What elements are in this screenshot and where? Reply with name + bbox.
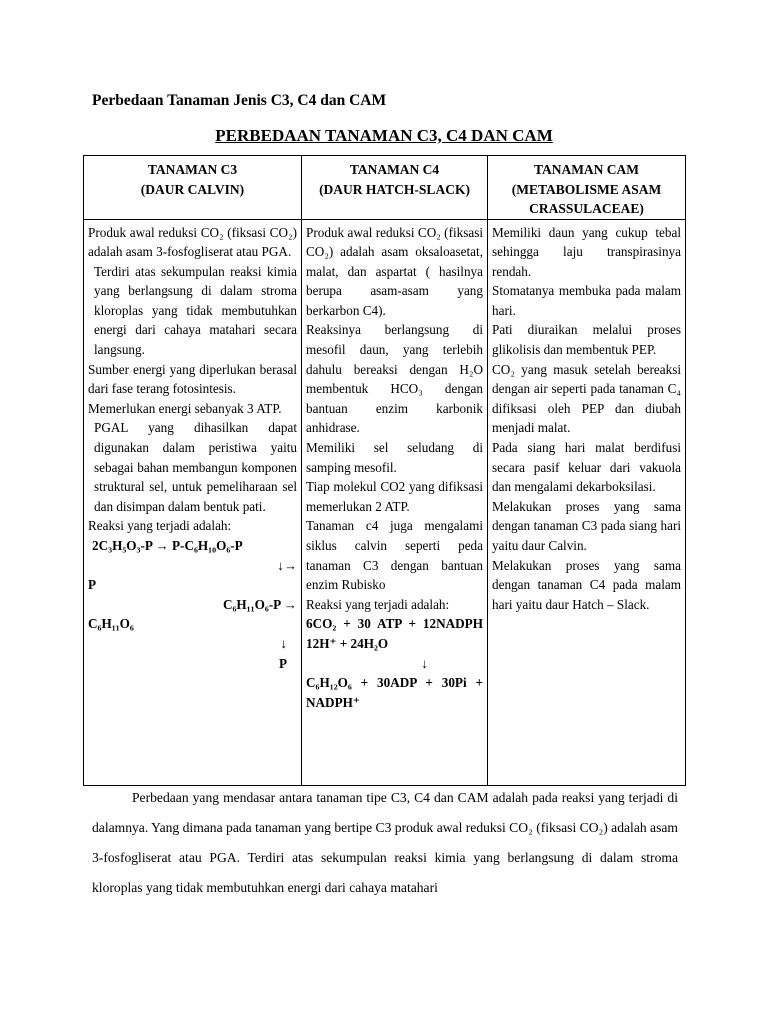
header-c4 xyxy=(302,156,488,220)
c4-point-1: Produk awal reduksi CO₂ (fiksasi CO₂) adalah asam oksaloasetat, malat, dan aspartat ( hasilnya berupa asam-asam yang berkarbon C4). xyxy=(306,224,483,318)
header-cam xyxy=(488,156,686,220)
cell-cam xyxy=(488,219,686,785)
cell-c4 xyxy=(302,219,488,785)
cell-c3 xyxy=(84,219,302,785)
document-title: Perbedaan Tanaman Jenis C3, C4 dan CAM xyxy=(92,92,387,109)
body-paragraph-text: Perbedaan yang mendasar antara tanaman tipe C3, C4 dan CAM adalah pada reaksi yang terjadi di dalamnya. Yang dimana pada tanaman yang bertipe C3 produk awal reduksi CO₂ (fiksasi CO₂) adalah asam 3-fosfogliserat atau PGA. Terdiri atas sekumpulan reaksi kimia yang berlangsung di dalam stroma kloroplas yang tidak membutuhkan energi dari cahaya matahari xyxy=(92,790,678,895)
header-c4-line1: TANAMAN C4 xyxy=(349,162,440,177)
cam-point-6: Melakukan proses yang sama dengan tanaman C3 pada siang hari yaitu daur Calvin. xyxy=(492,498,681,553)
c3-reaction-line-6: ↓ xyxy=(280,635,287,651)
c3-reaction-label: Reaksi yang terjadi adalah: xyxy=(88,518,232,534)
c4-point-4: Tiap molekul CO2 yang difiksasi memerlukan 2 ATP. xyxy=(306,479,483,514)
c4-point-2: Reaksinya berlangsung di mesofil daun, yang terlebih dahulu bereaksi dengan H₂O membentuk HCO₃ dengan bantuan enzim karbonik anhidrase. xyxy=(306,322,483,436)
cam-point-5: Pada siang hari malat berdifusi secara pasif keluar dari vakuola dan mengalami dekarboksilasi. xyxy=(492,440,681,495)
header-c3-line2: (DAUR CALVIN) xyxy=(140,181,245,197)
c4-point-3: Memiliki sel seludang di samping mesofil. xyxy=(306,440,483,475)
header-c3 xyxy=(84,156,302,220)
cam-point-2: Stomatanya membuka pada malam hari. xyxy=(492,283,681,318)
header-cam-line2: (METABOLISME ASAM CRASSULACEAE) xyxy=(511,181,662,216)
c4-reaction-label: Reaksi yang terjadi adalah: xyxy=(306,596,450,612)
c3-reaction-line-2: ↓→ xyxy=(277,557,297,573)
comparison-table xyxy=(83,155,686,786)
header-c3-line1: TANAMAN C3 xyxy=(147,162,238,177)
c3-point-4: Memerlukan energi sebanyak 3 ATP. xyxy=(88,400,282,416)
c3-point-5: PGAL yang dihasilkan dapat digunakan dalam peristiwa yaitu sebagai bahan membangun komponen struktural sel, untuk pemeliharaan sel dan disimpan dalam bentuk pati. xyxy=(94,420,297,514)
table-body-row xyxy=(84,219,686,785)
c3-reaction-line-4: C₆H₁₁O₆-P → xyxy=(222,596,297,612)
cam-point-7: Melakukan proses yang sama dengan tanaman C4 pada malam hari yaitu daur Hatch – Slack. xyxy=(492,557,681,612)
c4-reaction-line-2: ↓ xyxy=(421,655,428,671)
c3-reaction-line-5: C₆H₁₁O₆ xyxy=(88,616,134,632)
c3-reaction-line-7: P xyxy=(278,655,287,671)
header-c4-line2: (DAUR HATCH-SLACK) xyxy=(319,181,470,197)
header-cam-line1: TANAMAN CAM xyxy=(533,162,640,177)
cam-point-1: Memiliki daun yang cukup tebal sehingga laju transpirasinya rendah. xyxy=(492,224,681,279)
c3-point-2: Terdiri atas sekumpulan reaksi kimia yang berlangsung di dalam stroma kloroplas yang tidak membutuhkan energi dari cahaya matahari secara langsung. xyxy=(94,263,297,358)
c3-point-1: Produk awal reduksi CO₂ (fiksasi CO₂) adalah asam 3-fosfogliserat atau PGA. xyxy=(88,224,297,260)
table-header-row xyxy=(84,156,686,220)
c3-point-3: Sumber energi yang diperlukan berasal dari fase terang fotosintesis. xyxy=(88,361,297,397)
body-paragraph xyxy=(92,783,678,903)
table-title: PERBEDAAN TANAMAN C3, C4 DAN CAM xyxy=(215,126,553,145)
cam-point-4: CO₂ yang masuk setelah bereaksi dengan air seperti pada tanaman C₄ difiksasi oleh PEP dan diubah menjadi malat. xyxy=(492,361,681,436)
c3-reaction-line-1: 2C₃H₅O₃-P → P-C₆H₁₀O₆-P xyxy=(92,538,243,553)
c3-reaction-line-3: P xyxy=(88,577,97,593)
c4-reaction-line-1: 6CO₂ + 30 ATP + 12NADPH 12H⁺ + 24H₂O xyxy=(306,616,483,651)
c4-reaction-line-3: C₆H₁₂O₆ + 30ADP + 30Pi + NADPH⁺ xyxy=(306,675,483,710)
cam-point-3: Pati diuraikan melalui proses glikolisis dan membentuk PEP. xyxy=(492,322,681,358)
c4-point-5: Tanaman c4 juga mengalami siklus calvin seperti peda tanaman C3 dengan bantuan enzim Rubisko xyxy=(306,518,483,593)
